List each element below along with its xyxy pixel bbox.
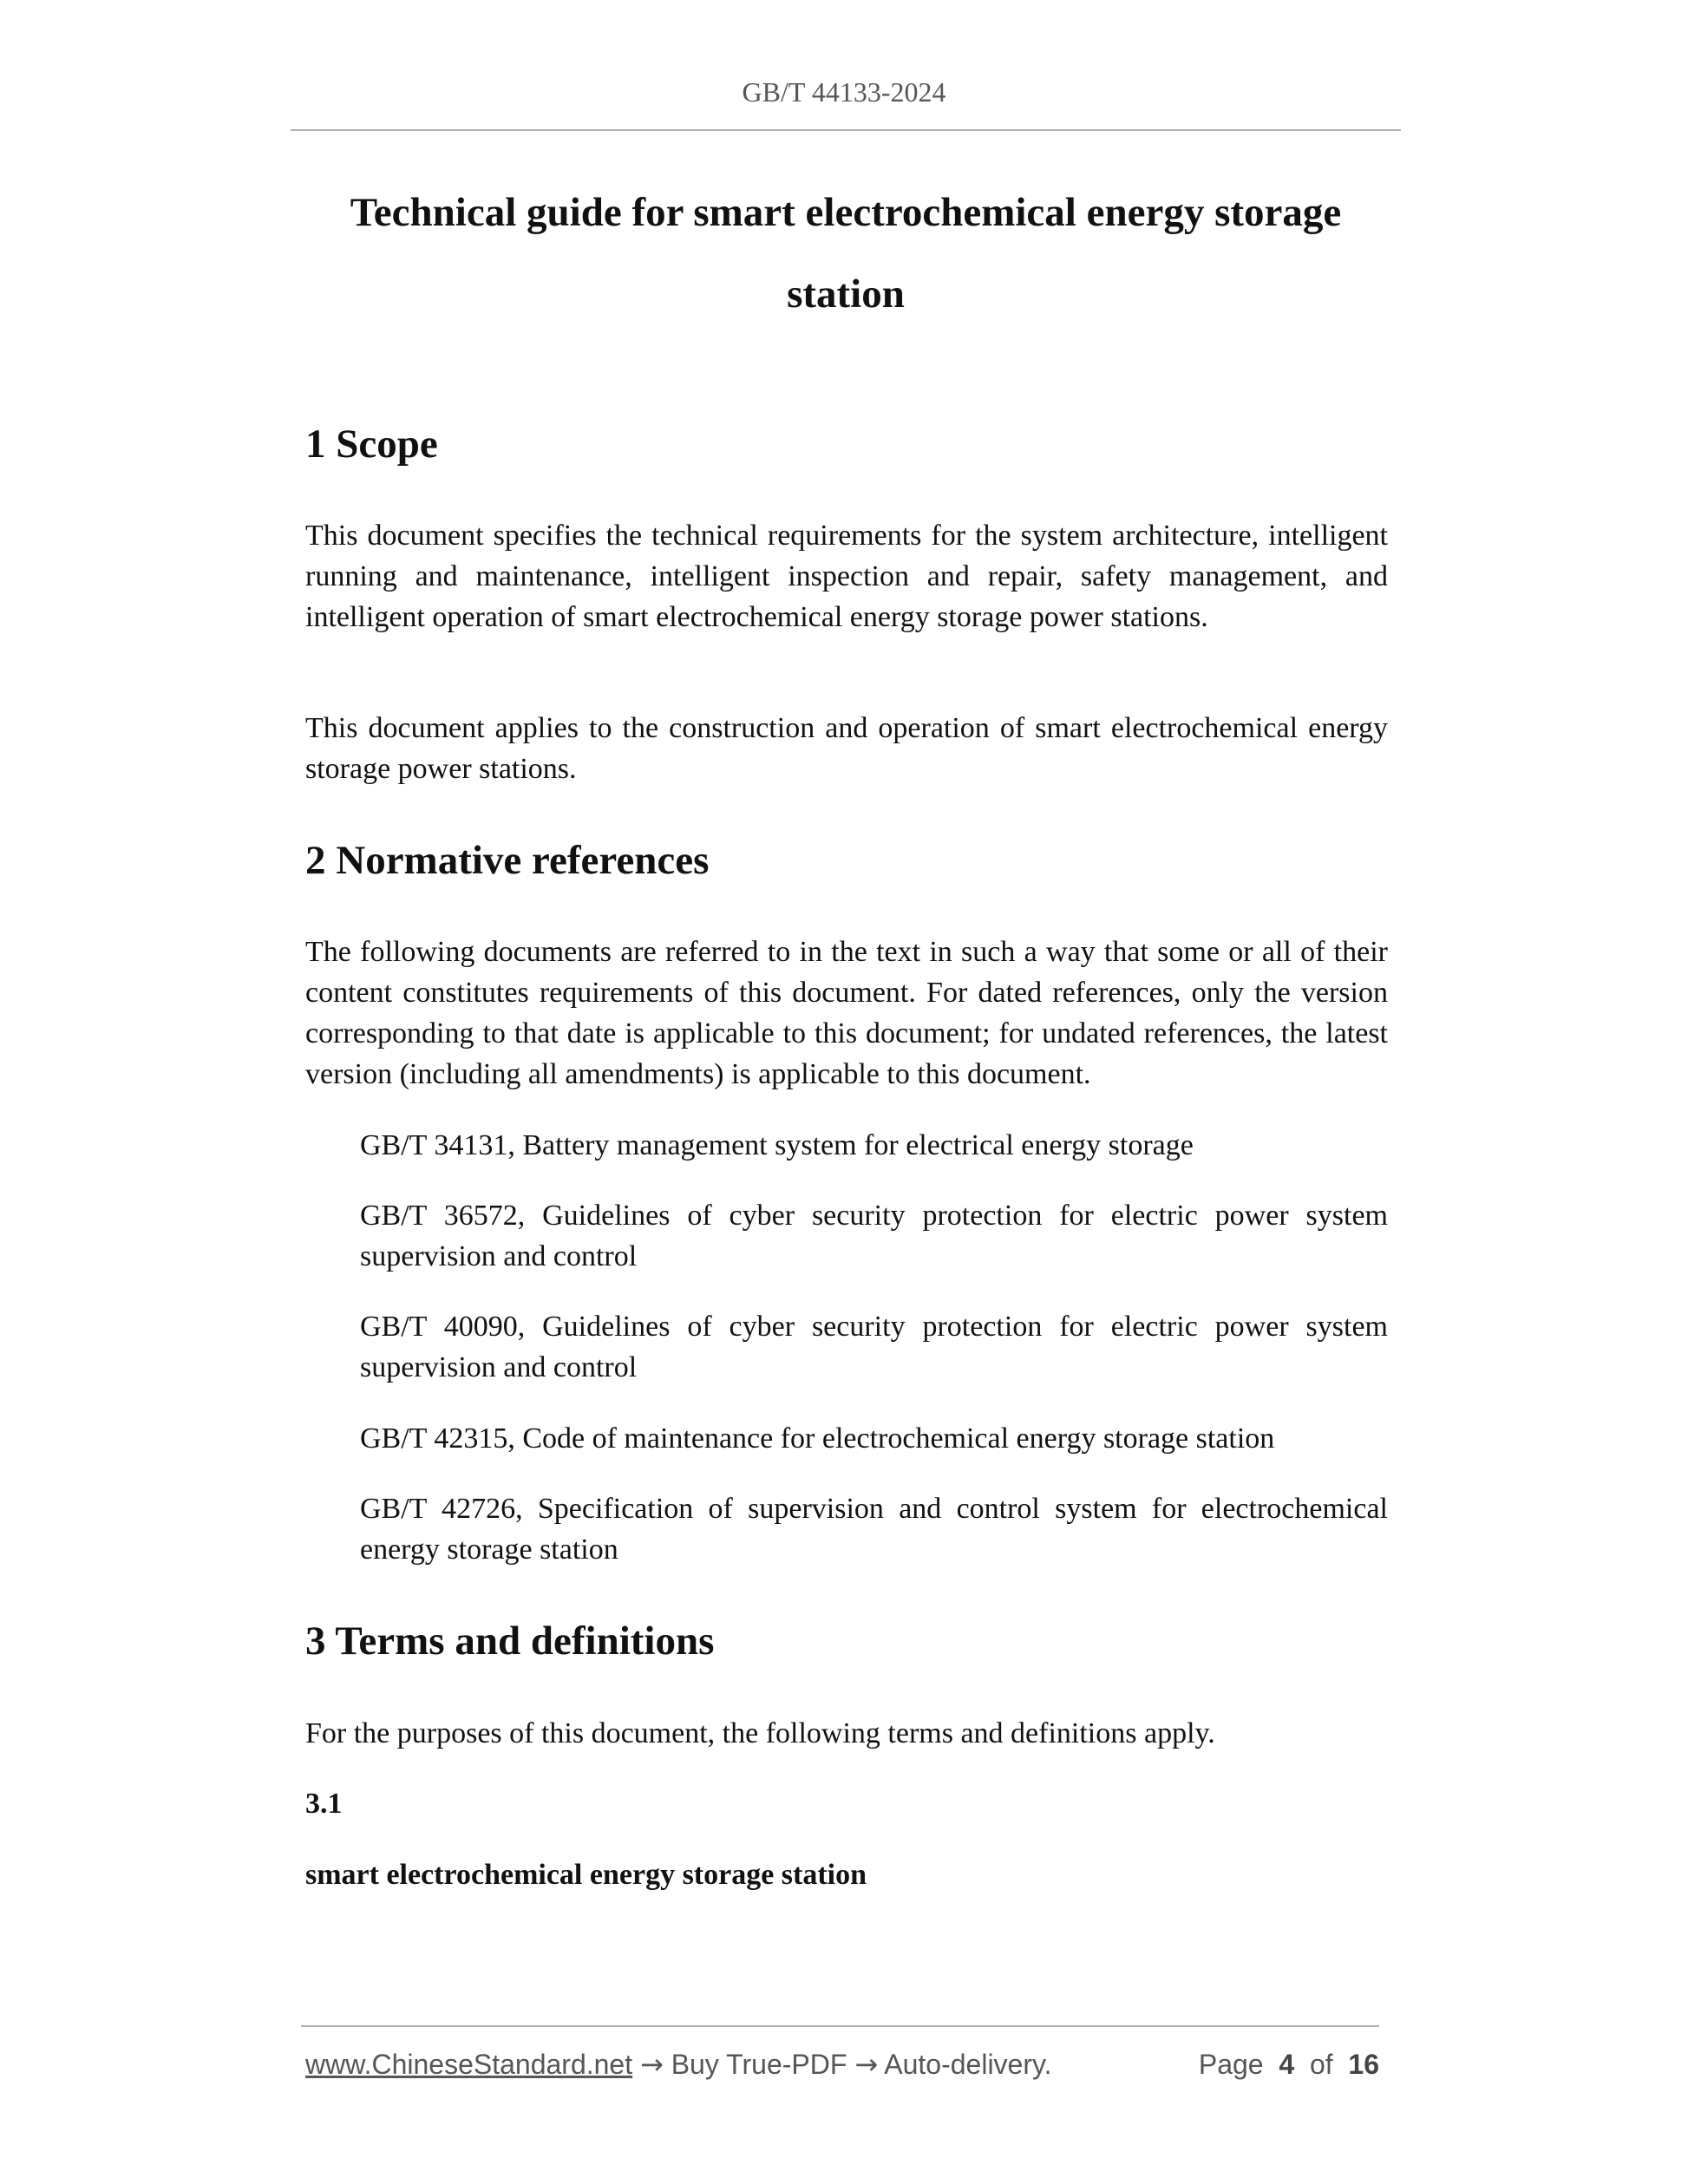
scope-paragraph-1: This document specifies the technical requirements for the system architecture, intelligent running and maintenance, intelligent inspection and repair, safety management, and intelligent operation of smart electrochemical energy storage power stations. — [305, 520, 1388, 633]
section-heading-terms-and-definitions: 3 Terms and definitions — [305, 1618, 715, 1664]
title-line-2: station — [787, 271, 905, 317]
terms-intro: For the purposes of this document, the following terms and definitions apply. — [305, 1717, 1215, 1749]
buy-true-pdf-text: Buy True-PDF — [671, 2049, 847, 2080]
header-divider — [291, 129, 1401, 131]
chinese-standard-link[interactable]: www.ChineseStandard.net — [305, 2049, 633, 2080]
auto-delivery-text: Auto-delivery. — [884, 2049, 1052, 2080]
section-heading-normative-references: 2 Normative references — [305, 838, 710, 883]
page-label: Page — [1198, 2049, 1264, 2080]
page-of-label: of — [1309, 2049, 1333, 2080]
arrow-right-icon: → — [854, 2048, 879, 2081]
arrow-right-icon: → — [640, 2048, 664, 2081]
reference-item: GB/T 36572, Guidelines of cyber security protection for electric power system supervision and control — [360, 1200, 1388, 1272]
scope-paragraph-2: This document applies to the construction and operation of smart electrochemical energy storage power stations. — [305, 712, 1388, 785]
reference-item: GB/T 34131, Battery management system for electrical energy storage — [360, 1129, 1194, 1161]
total-pages-number: 16 — [1348, 2049, 1379, 2080]
reference-item: GB/T 40090, Guidelines of cyber security protection for electric power system supervision and control — [360, 1311, 1388, 1383]
document-title — [291, 172, 1401, 335]
footer-divider — [301, 2025, 1379, 2027]
page-footer — [305, 2047, 1379, 2082]
reference-item: GB/T 42726, Specification of supervision and control system for electrochemical energy storage station — [360, 1493, 1388, 1566]
section-heading-scope: 1 Scope — [305, 422, 438, 467]
term-number: 3.1 — [305, 1788, 343, 1820]
standard-code-header: GB/T 44133-2024 — [742, 76, 946, 108]
current-page-number: 4 — [1279, 2049, 1295, 2080]
normative-references-intro: The following documents are referred to in the text in such a way that some or all of their content constitutes requirements of this document. For dated references, only the version corresponding to that date is applicable to this document; for undated references, the latest version (including all amendments) is applicable to this document. — [305, 936, 1388, 1090]
reference-item: GB/T 42315, Code of maintenance for electrochemical energy storage station — [360, 1422, 1275, 1455]
title-line-1: Technical guide for smart electrochemical energy storage — [350, 190, 1342, 235]
page-indicator — [1199, 2047, 1379, 2082]
term-name: smart electrochemical energy storage station — [305, 1859, 867, 1891]
